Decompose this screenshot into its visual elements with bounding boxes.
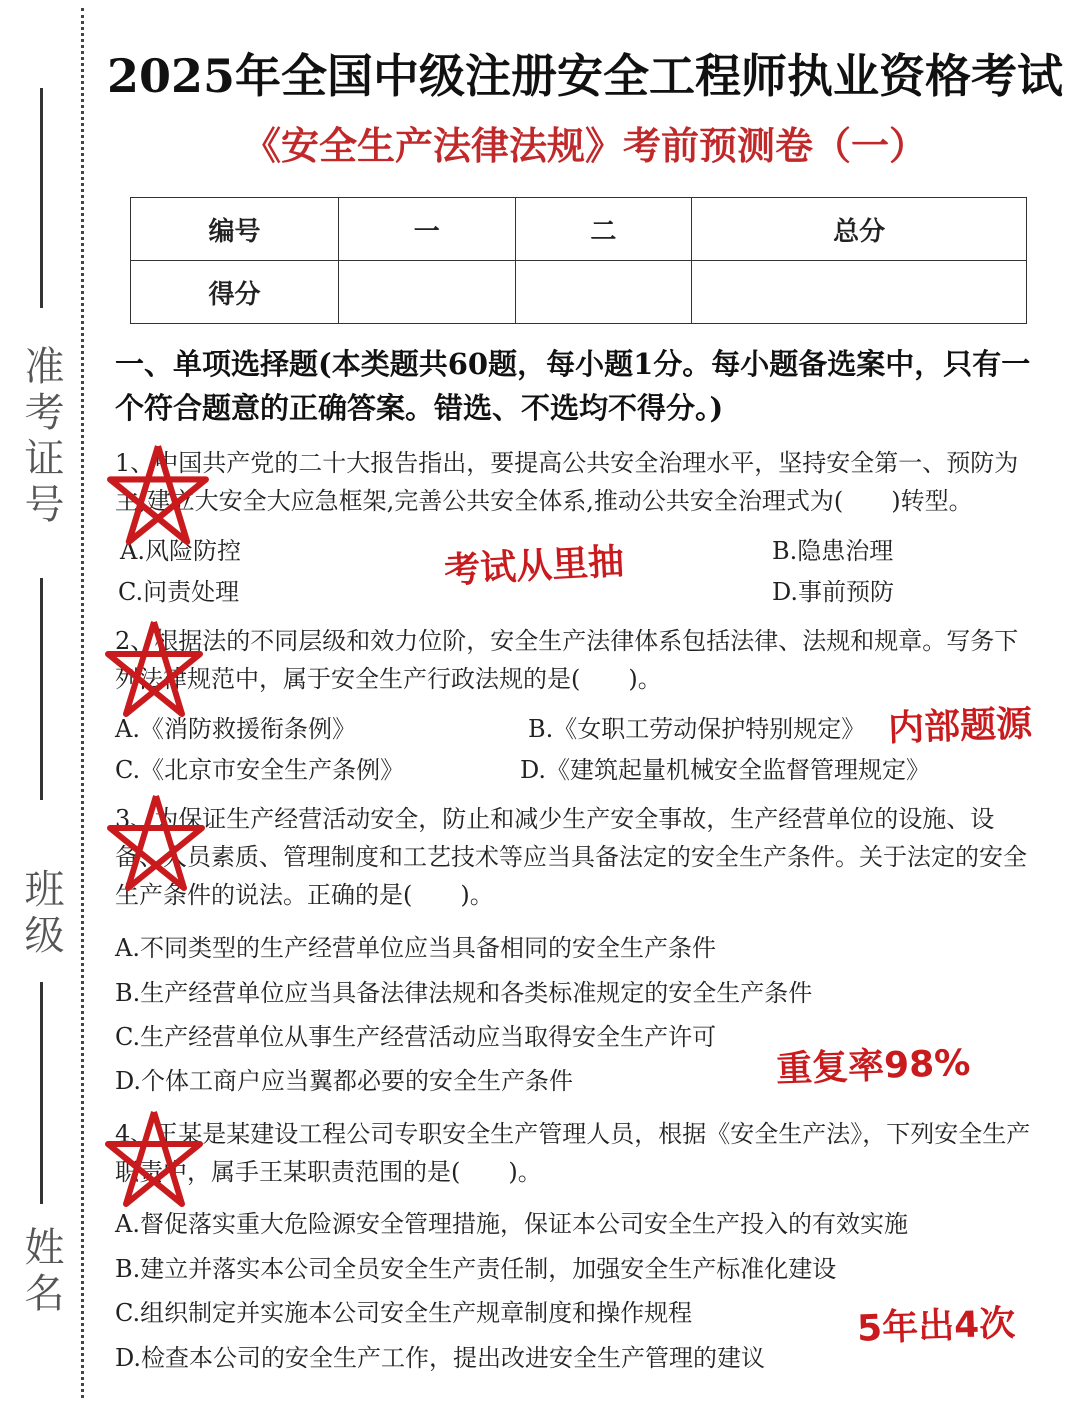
score-input-cell[interactable] [339,261,516,324]
red-star-icon [106,792,206,892]
score-table-cell: 总分 [692,198,1027,261]
margin-rule [40,982,43,1204]
score-input-cell[interactable] [692,261,1027,324]
option-3c[interactable]: C.生产经营单位从事生产经营活动应当取得安全生产许可 [115,1023,717,1051]
option-4c[interactable]: C.组织制定并实施本公司安全生产规章制度和操作规程 [115,1299,693,1327]
option-1c[interactable]: C.问责处理 [118,578,240,606]
section-heading: 一、单项选择题(本类题共60题，每小题1分。每小题备选案中，只有一个符合题意的正确答案。错选、不选均不得分。) [115,347,1031,425]
question-stem-1: 1、中国共产党的二十大报告指出，要提高公共安全治理水平，坚持安全第一、预防为主,建立大安全大应急框架,完善公共安全体系,推动公共安全治理式为( )转型。 [115,449,1019,515]
option-3d[interactable]: D.个体工商户应当翼都必要的安全生产条件 [115,1067,574,1095]
option-4d[interactable]: D.检查本公司的安全生产工作，提出改进安全生产管理的建议 [115,1344,766,1372]
option-1a[interactable]: A.风险防控 [120,537,241,565]
page-subtitle: 《安全生产法律法规》考前预测卷（一） [242,123,927,168]
option-2a[interactable]: A.《消防救援衔条例》 [115,715,356,743]
red-star-icon [104,1108,204,1208]
binding-margin [0,0,82,1403]
stamp-internal-source: 内部题源 [887,703,1033,750]
option-2d[interactable]: D.《建筑起量机械安全监督管理规定》 [520,756,931,784]
red-star-icon [104,618,204,718]
question-stem-3: 3、为保证生产经营活动安全，防止和减少生产安全事故，生产经营单位的设施、设备、人员素质、管理制度和工艺技术等应当具备法定的安全生产条件。关于法定的安全生产条件的说法。正确的是( )。 [115,805,1027,909]
score-table-cell: 编号 [131,198,339,261]
score-table-score-row [131,261,1027,324]
red-star-icon [104,442,212,546]
score-table [130,197,1027,324]
margin-rule [40,578,43,800]
stamp-from-exam: 考试从里抽 [443,541,626,592]
stamp-frequency: 5年出4次 [856,1303,1016,1350]
score-table-cell: 二 [515,198,692,261]
option-1b[interactable]: B.隐患治理 [772,537,894,565]
score-input-cell[interactable] [515,261,692,324]
dotted-cut-line [81,8,84,1398]
ticket-number-label: 准考证号 [18,345,64,529]
option-4b[interactable]: B.建立并落实本公司全员安全生产责任制，加强安全生产标准化建设 [115,1255,837,1283]
score-table-cell: 得分 [131,261,339,324]
class-label: 班级 [18,868,64,960]
option-2c[interactable]: C.《北京市安全生产条例》 [115,756,405,784]
stamp-repeat-rate: 重复率98% [775,1042,971,1091]
question-stem-2: 2、根据法的不同层级和效力位阶，安全生产法律体系包括法律、法规和规章。写务下列法律规范中，属于安全生产行政法规的是( )。 [115,627,1019,693]
option-3b[interactable]: B.生产经营单位应当具备法律法规和各类标准规定的安全生产条件 [115,979,813,1007]
score-table-cell: 一 [339,198,516,261]
option-3a[interactable]: A.不同类型的生产经营单位应当具备相同的安全生产条件 [115,934,716,962]
option-2b[interactable]: B.《女职工劳动保护特别规定》 [528,715,866,743]
score-table-header-row [131,198,1027,261]
question-stem-4: 4、王某是某建设工程公司专职安全生产管理人员，根据《安全生产法》，下列安全生产职责中，属手王某职责范围的是( )。 [115,1120,1031,1186]
margin-rule [40,88,43,308]
option-4a[interactable]: A.督促落实重大危险源安全管理措施，保证本公司安全生产投入的有效实施 [115,1210,908,1238]
name-label: 姓名 [18,1226,64,1318]
page-title: 2025年全国中级注册安全工程师执业资格考试 [106,49,1064,103]
option-1d[interactable]: D.事前预防 [772,578,895,606]
